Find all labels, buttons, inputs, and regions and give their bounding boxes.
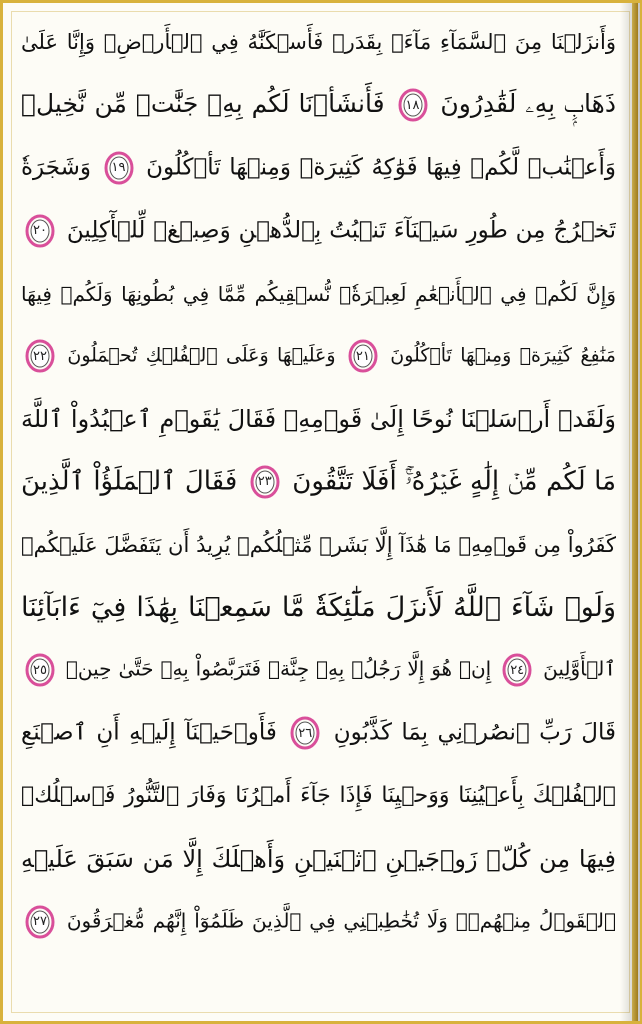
verse-line-text — [21, 716, 616, 750]
ayah-number-marker — [348, 339, 378, 373]
verse-line — [21, 576, 616, 639]
ayah-number: ٢٥ — [33, 662, 47, 678]
page-gilded-edge — [632, 3, 638, 1021]
verse-line — [21, 513, 616, 576]
verse-text-segment: وَإِنَّ لَكُمۡ فِي ٱلۡأَنۡعَٰمِ لَعِبۡرَةٗۖ نُّسۡقِيكُم مِّمَّا فِي بُطُونِهَا وَلَكُمۡ فِيهَا — [21, 281, 616, 306]
verse-text-segment: كَفَرُواْ مِن قَوۡمِهِۦ مَا هَٰذَآ إِلَّا بَشَرٞ مِّثۡلُكُمۡ يُرِيدُ أَن يَتَفَضَّلَ عَلَيۡكُمۡ — [21, 532, 616, 557]
verse-line-text — [21, 592, 616, 623]
verse-text-segment: وَلَقَدۡ أَرۡسَلۡنَا نُوحًا إِلَىٰ قَوۡمِهِۦ فَقَالَ يَٰقَوۡمِ ٱعۡبُدُواْ ٱللَّهَ — [21, 405, 616, 434]
ayah-number-marker — [25, 905, 55, 939]
ayah-number-marker — [398, 88, 428, 122]
verse-line — [21, 199, 616, 262]
verse-line — [21, 702, 616, 765]
verse-line — [21, 765, 616, 828]
verse-text-segment: فَأَنشَأۡنَا لَكُم بِهِۦ جَنَّٰتٖ مِّن نَّخِيلٖ — [21, 89, 385, 119]
page-edge-shadow — [620, 3, 640, 1021]
ayah-number: ٢٤ — [510, 662, 525, 678]
ayah-number: ١٩ — [111, 160, 126, 176]
ayah-number: ١٨ — [405, 97, 420, 113]
ayah-number-marker — [104, 151, 134, 185]
ayah-number: ٢١ — [355, 348, 370, 364]
verse-text-segment: إِنۡ هُوَ إِلَّا رَجُلُۢ بِهِۦ جِنَّةٞ فَتَرَبَّصُواْ بِهِۦ حَتَّىٰ حِينٖ — [65, 656, 492, 681]
verse-text-segment: قَالَ رَبِّ ٱنصُرۡنِي بِمَا كَذَّبُونِ — [333, 719, 616, 746]
verse-line-text — [21, 88, 616, 122]
ayah-number-marker — [25, 339, 55, 373]
verse-text-segment: وَلَوۡ شَآءَ ٱللَّهُ لَأَنزَلَ مَلَٰٓئِكَةٗ مَّا سَمِعۡنَا بِهَٰذَا فِيٓ ءَابَآئِنَا — [21, 592, 616, 624]
verse-line-text — [21, 905, 616, 939]
ayah-number-marker — [25, 214, 55, 248]
verse-line-text — [21, 151, 616, 185]
verse-line-text — [21, 30, 616, 54]
ayah-number: ٢٣ — [257, 474, 272, 490]
verse-line-text — [21, 405, 616, 433]
verse-text-segment: فَقَالَ ٱلۡمَلَؤُاْ ٱلَّذِينَ — [21, 466, 238, 497]
verse-text-segment: تَخۡرُجُ مِن طُورِ سَيۡنَآءَ تَنۢبُتُ بِٱلدُّهۡنِ وَصِبۡغٖ لِّلۡأٓكِلِينَ — [66, 217, 616, 244]
verse-line-text — [21, 533, 616, 557]
verse-line — [21, 137, 616, 200]
verse-line — [21, 388, 616, 451]
verse-line-text — [21, 465, 616, 499]
verse-text-segment: ٱلۡفُلۡكَ بِأَعۡيُنِنَا وَوَحۡيِنَا فَإِذَا جَآءَ أَمۡرُنَا وَفَارَ ٱلتَّنُّورُ فَٱسۡلُكۡ — [21, 783, 616, 809]
ayah-number-marker — [25, 653, 55, 687]
ayah-number-marker — [290, 716, 320, 750]
verse-line-text — [21, 214, 616, 248]
verse-text-segment: ذَهَابِۭ بِهِۦ لَقَٰدِرُونَ — [440, 89, 616, 119]
verse-text-segment: وَعَلَيۡهَا وَعَلَى ٱلۡفُلۡكِ تُحۡمَلُونَ — [67, 344, 336, 367]
verse-line — [21, 325, 616, 388]
verse-line — [21, 639, 616, 702]
verse-text-segment: وَأَنزَلۡنَا مِنَ ٱلسَّمَآءِ مَآءَۢ بِقَدَرٖ فَأَسۡكَنَّٰهُ فِي ٱلۡأَرۡضِۖ وَإِنَّا عَلَىٰ — [21, 30, 616, 55]
verse-text-segment: مَنَٰفِعُ كَثِيرَةٞ وَمِنۡهَا تَأۡكُلُونَ — [390, 344, 616, 367]
verse-line-text — [21, 845, 616, 873]
verse-line-text — [21, 282, 616, 306]
quran-text-block — [21, 11, 616, 1013]
verse-text-segment: مَا لَكُم مِّنۡ إِلَٰهٍ غَيۡرُهُۥٓۚ أَفَلَا تَتَّقُونَ — [292, 466, 616, 497]
verse-line — [21, 74, 616, 137]
verse-text-segment: ٱلۡقَوۡلُ مِنۡهُمۡۖ وَلَا تُخَٰطِبۡنِي فِي ٱلَّذِينَ ظَلَمُوٓاْ إِنَّهُم مُّغۡرَقُونَ — [66, 908, 616, 933]
verse-text-segment: وَشَجَرَةٗ — [21, 154, 91, 181]
ayah-number: ٢٦ — [298, 725, 313, 741]
verse-text-segment: وَأَعۡنَٰبٖ لَّكُمۡ فِيهَا فَوَٰكِهُ كَثِيرَةٞ وَمِنۡهَا تَأۡكُلُونَ — [146, 154, 616, 181]
verse-line — [21, 451, 616, 514]
verse-line — [21, 827, 616, 890]
verse-line — [21, 262, 616, 325]
verse-line-text — [21, 783, 616, 808]
verse-line-text — [21, 653, 616, 687]
ayah-number-marker — [502, 653, 532, 687]
ayah-number: ٢٢ — [33, 348, 47, 364]
verse-text-segment: ٱلۡأَوَّلِينَ — [543, 656, 616, 681]
ayah-number: ٢٧ — [33, 914, 47, 930]
verse-text-segment: فَأَوۡحَيۡنَآ إِلَيۡهِ أَنِ ٱصۡنَعِ — [21, 719, 277, 746]
ayah-number-marker — [250, 465, 280, 499]
verse-line-text — [21, 339, 616, 373]
ayah-number: ٢٠ — [33, 223, 47, 239]
verse-text-segment: فِيهَا مِن كُلّٖ زَوۡجَيۡنِ ٱثۡنَيۡنِ وَأَهۡلَكَ إِلَّا مَن سَبَقَ عَلَيۡهِ — [21, 844, 616, 873]
verse-line — [21, 890, 616, 953]
verse-line — [21, 11, 616, 74]
